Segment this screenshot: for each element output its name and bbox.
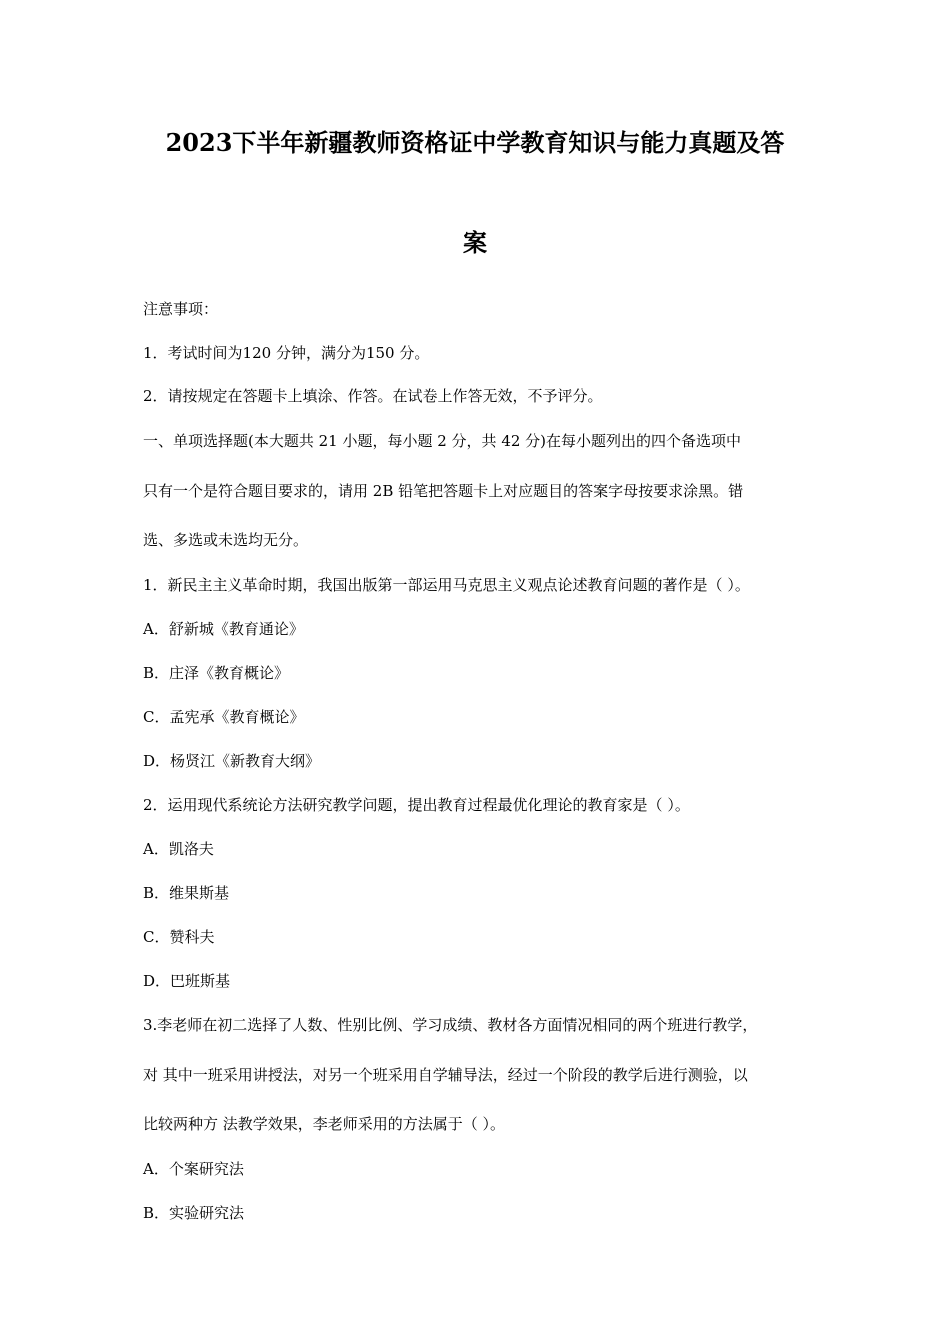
notice-heading: 注意事项： (143, 300, 219, 318)
question-2-option-b: B．维果斯基 (143, 884, 230, 902)
notice-item-2: 2．请按规定在答题卡上填涂、作答。在试卷上作答无效，不予评分。 (143, 387, 603, 405)
question-3-option-b: B．实验研究法 (143, 1204, 245, 1222)
question-1-option-b: B．庄泽《教育概论》 (143, 664, 290, 682)
question-1-option-d: D．杨贤江《新教育大纲》 (143, 752, 321, 770)
section-instructions-line-1: 一、单项选择题(本大题共 21 小题，每小题 2 分，共 42 分)在每小题列出的四个备选项中 (143, 432, 742, 450)
document-title-line-2: 案 (463, 228, 487, 257)
question-2-option-d: D．巴班斯基 (143, 972, 231, 990)
question-3-option-a: A．个案研究法 (143, 1160, 244, 1178)
section-instructions-line-2: 只有一个是符合题目要求的，请用 2B 铅笔把答题卡上对应题目的答案字母按要求涂黑。错 (143, 482, 744, 500)
question-3-stem-line-3: 比较两种方 法教学效果，李老师采用的方法属于（ ）。 (143, 1115, 506, 1133)
question-1-stem: 1．新民主主义革命时期，我国出版第一部运用马克思主义观点论述教育问题的著作是（ ）。 (143, 576, 750, 594)
question-3-stem-line-1: 3.李老师在初二选择了人数、性别比例、学习成绩、教材各方面情况相同的两个班进行教学， (143, 1016, 758, 1034)
notice-item-1: 1．考试时间为120 分钟，满分为150 分。 (143, 344, 430, 362)
question-1-option-c: C．孟宪承《教育概论》 (143, 708, 305, 726)
question-3-stem-line-2: 对 其中一班采用讲授法，对另一个班采用自学辅导法，经过一个阶段的教学后进行测验，以 (143, 1066, 748, 1084)
section-instructions-line-3: 选、多选或未选均无分。 (143, 531, 309, 549)
question-1-option-a: A．舒新城《教育通论》 (143, 620, 304, 638)
question-2-stem: 2．运用现代系统论方法研究教学问题，提出教育过程最优化理论的教育家是（ ）。 (143, 796, 690, 814)
document-title-line-1: 2023下半年新疆教师资格证中学教育知识与能力真题及答 (165, 128, 785, 157)
question-2-option-c: C．赞科夫 (143, 928, 215, 946)
question-2-option-a: A．凯洛夫 (143, 840, 214, 858)
